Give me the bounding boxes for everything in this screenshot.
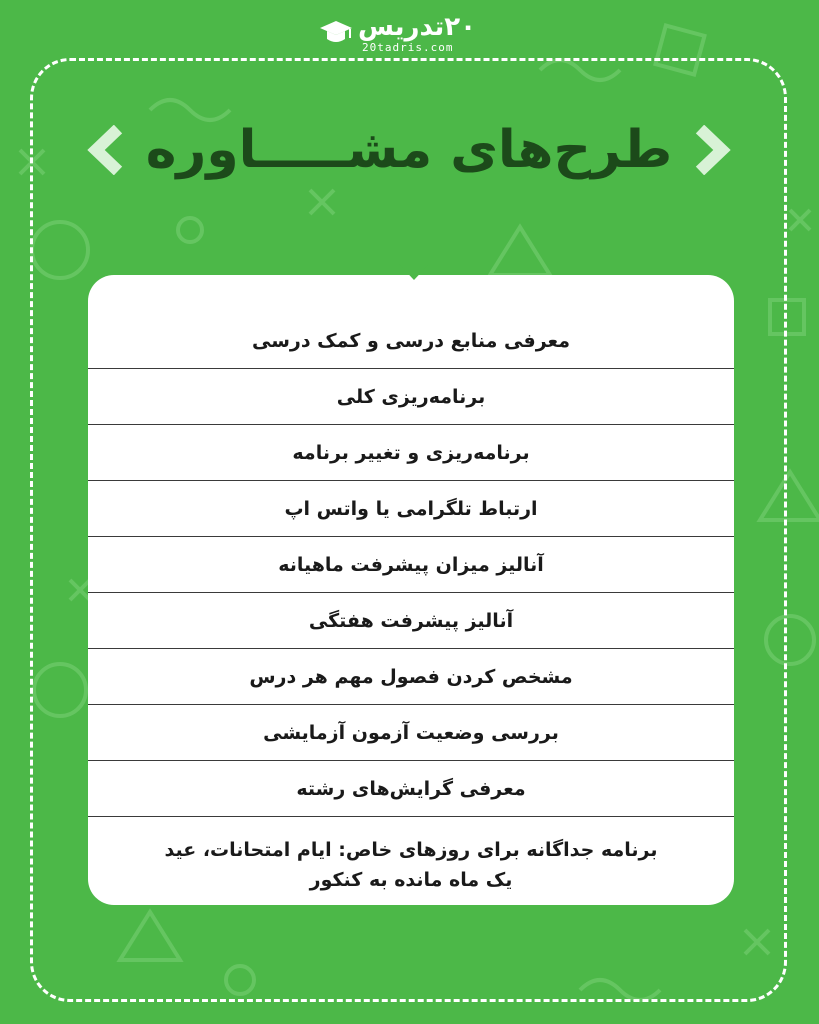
brand-logo[interactable] — [318, 12, 488, 56]
list-item: برنامه‌ریزی و تغییر برنامه — [88, 425, 734, 481]
plans-card — [88, 275, 734, 905]
list-item: مشخص کردن فصول مهم هر درس — [88, 649, 734, 705]
page-title: طرح‌های مشـــــاوره — [145, 120, 673, 180]
graduation-cap-icon — [318, 18, 354, 48]
logo-domain: 20tadris.com — [362, 41, 454, 54]
chevron-right-icon — [682, 125, 734, 175]
list-item: ارتباط تلگرامی یا واتس اپ — [88, 481, 734, 537]
logo-name: ۲۰تدریس — [358, 12, 477, 42]
list-item: معرفی گرایش‌های رشته — [88, 761, 734, 817]
list-item: آنالیز میزان پیشرفت ماهیانه — [88, 537, 734, 593]
list-item: آنالیز پیشرفت هفتگی — [88, 593, 734, 649]
list-item: برنامه‌ریزی کلی — [88, 369, 734, 425]
card-notch — [397, 262, 431, 280]
special-days-line-1: برنامه جداگانه برای روزهای خاص: ایام امتحانات، عید — [164, 839, 658, 861]
plans-list — [88, 313, 734, 917]
list-item-special-days — [88, 817, 734, 917]
special-days-line-2: یک ماه مانده به کنکور — [309, 869, 513, 891]
list-item: معرفی منابع درسی و کمک درسی — [88, 313, 734, 369]
list-item: بررسی وضعیت آزمون آزمایشی — [88, 705, 734, 761]
title-banner — [84, 115, 734, 185]
